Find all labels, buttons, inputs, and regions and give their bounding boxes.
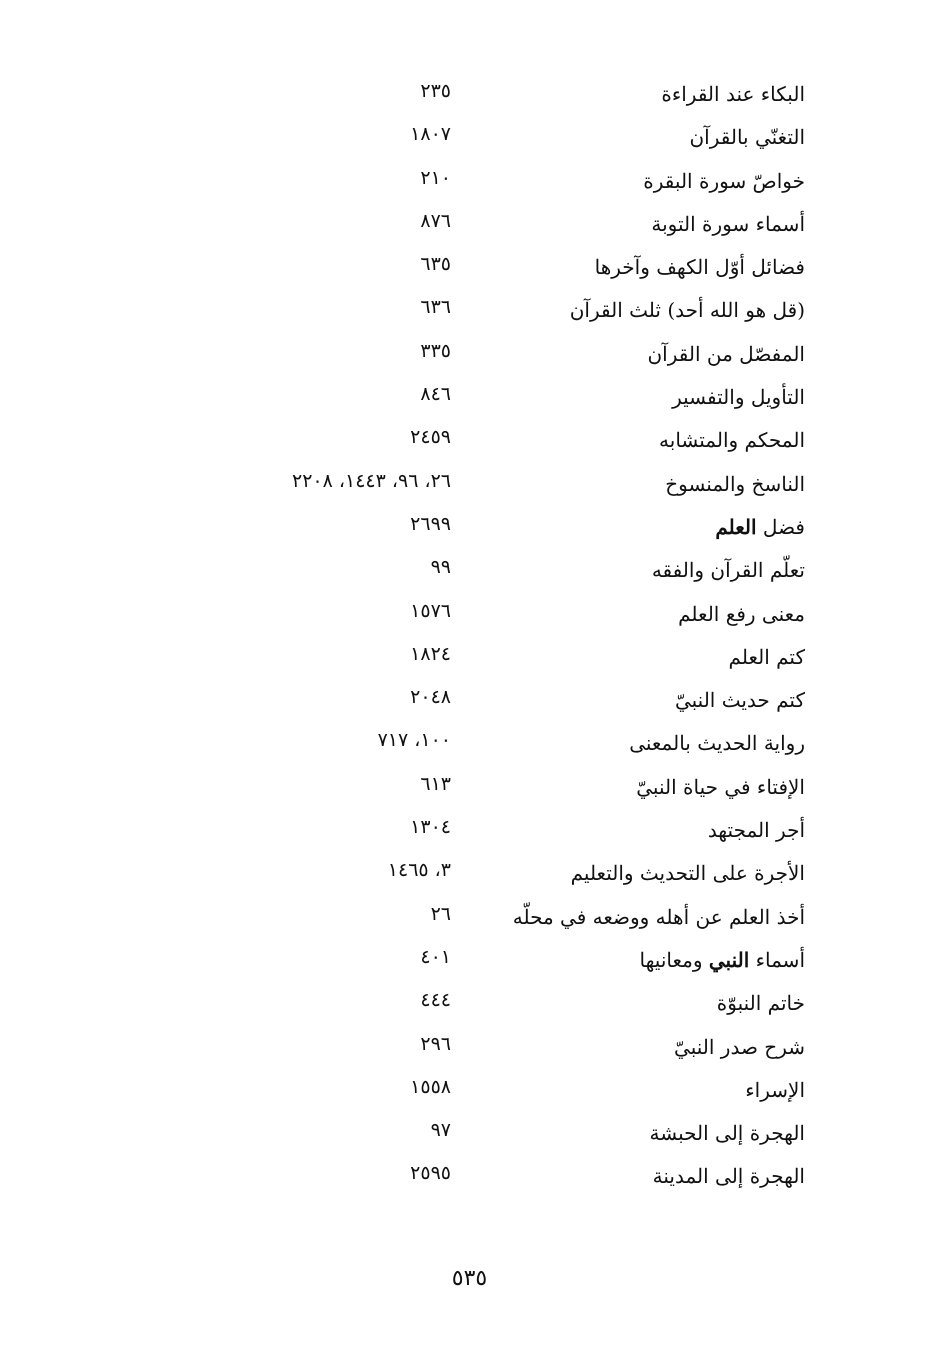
- entry-refs: ٢٣٥: [420, 80, 451, 102]
- index-entry: [0, 424, 939, 467]
- entry-topic: الناسخ والمنسوخ: [665, 471, 805, 496]
- index-entry: [0, 78, 939, 121]
- entry-topic: أجر المجتهد: [707, 818, 805, 843]
- index-entry: [0, 1160, 939, 1203]
- entry-topic-text: أسماء: [749, 947, 805, 972]
- entry-topic-text: فضل: [756, 514, 805, 539]
- index-entry: [0, 944, 939, 987]
- entry-refs: ٤٠١: [420, 945, 451, 968]
- entry-topic: أخذ العلم عن أهله ووضعه في محلّه: [512, 904, 805, 929]
- entry-topic-text: ومعانيها: [639, 947, 709, 972]
- entry-refs: ١٣٠٤: [410, 816, 451, 839]
- entry-topic: شرح صدر النبيّ: [674, 1034, 805, 1059]
- index-list: [0, 78, 939, 1204]
- entry-topic: خواصّ سورة البقرة: [643, 168, 805, 193]
- entry-topic: التغنّي بالقرآن: [689, 125, 805, 150]
- index-entry: [0, 251, 939, 294]
- index-entry: [0, 381, 939, 424]
- index-entry: [0, 814, 939, 857]
- entry-topic: معنى رفع العلم: [678, 601, 805, 626]
- entry-topic: كتم حديث النبيّ: [674, 688, 805, 713]
- index-entry: [0, 598, 939, 641]
- entry-refs: ١٥٧٦: [410, 599, 451, 622]
- entry-topic: فضائل أوّل الكهف وآخرها: [594, 255, 805, 280]
- entry-refs: ٦٣٦: [420, 296, 451, 319]
- entry-refs: ٢٠٤٨: [410, 686, 451, 709]
- entry-topic: الإفتاء في حياة النبيّ: [636, 774, 805, 799]
- entry-refs: ٦١٣: [420, 772, 451, 795]
- index-entry: [0, 684, 939, 727]
- index-entry: [0, 511, 939, 554]
- entry-topic: الإسراء: [745, 1077, 805, 1102]
- entry-refs: ٢٦: [430, 902, 451, 925]
- index-entry: [0, 641, 939, 684]
- entry-refs: ٢٥٩٥: [410, 1162, 451, 1185]
- entry-refs: ٩٧: [430, 1119, 451, 1142]
- index-entry: [0, 1074, 939, 1117]
- entry-topic: (قل هو الله أحد) ثلث القرآن: [569, 298, 805, 323]
- entry-topic: الهجرة إلى الحبشة: [649, 1121, 805, 1146]
- entry-topic-bold: النبي: [708, 947, 750, 972]
- entry-topic: التأويل والتفسير: [672, 385, 805, 410]
- index-entry: [0, 338, 939, 381]
- entry-refs: ٨٤٦: [420, 383, 451, 406]
- entry-topic: الأجرة على التحديث والتعليم: [570, 861, 805, 886]
- index-entry: [0, 987, 939, 1030]
- entry-topic: أسماء سورة التوبة: [651, 211, 805, 236]
- entry-topic: [715, 513, 805, 541]
- index-entry: [0, 468, 939, 511]
- index-entry: [0, 208, 939, 251]
- entry-refs: ٢١٠: [420, 166, 451, 189]
- entry-topic: المفصّل من القرآن: [647, 341, 805, 366]
- entry-refs: ٨٧٦: [420, 209, 451, 232]
- entry-refs: ٤٤٤: [420, 989, 451, 1012]
- index-entry: [0, 1031, 939, 1074]
- entry-topic: كتم العلم: [728, 644, 805, 669]
- entry-refs: ٦٣٥: [420, 253, 451, 276]
- index-entry: [0, 771, 939, 814]
- entry-topic: تعلّم القرآن والفقه: [651, 558, 805, 583]
- entry-refs: ١٥٥٨: [410, 1075, 451, 1098]
- index-entry: [0, 294, 939, 337]
- index-entry: [0, 727, 939, 770]
- entry-refs: ١٠٠، ٧١٧: [377, 729, 451, 752]
- index-entry: [0, 857, 939, 900]
- page-number: ٥٣٥: [451, 1266, 488, 1291]
- entry-refs: ٢٤٥٩: [410, 426, 451, 449]
- entry-refs: ١٨٠٧: [410, 123, 451, 146]
- index-entry: [0, 1117, 939, 1160]
- entry-topic: الهجرة إلى المدينة: [652, 1164, 805, 1189]
- entry-topic: البكاء عند القراءة: [661, 82, 805, 106]
- entry-refs: ٢٦، ٩٦، ١٤٤٣، ٢٢٠٨: [291, 469, 451, 492]
- entry-refs: ٣، ١٤٦٥: [387, 859, 451, 882]
- index-entry: [0, 165, 939, 208]
- entry-topic: خاتم النبوّة: [716, 991, 805, 1016]
- entry-refs: ٣٣٥: [420, 339, 451, 362]
- entry-topic: المحكم والمتشابه: [659, 428, 805, 453]
- entry-refs: ٢٩٦: [420, 1032, 451, 1055]
- entry-refs: ١٨٢٤: [410, 642, 451, 665]
- entry-topic-bold: العلم: [715, 514, 757, 539]
- index-entry: [0, 121, 939, 164]
- index-entry: [0, 901, 939, 944]
- index-entry: [0, 554, 939, 597]
- entry-refs: ٢٦٩٩: [410, 512, 451, 535]
- entry-refs: ٩٩: [430, 556, 451, 579]
- entry-topic: رواية الحديث بالمعنى: [629, 731, 805, 756]
- entry-topic: [639, 946, 805, 974]
